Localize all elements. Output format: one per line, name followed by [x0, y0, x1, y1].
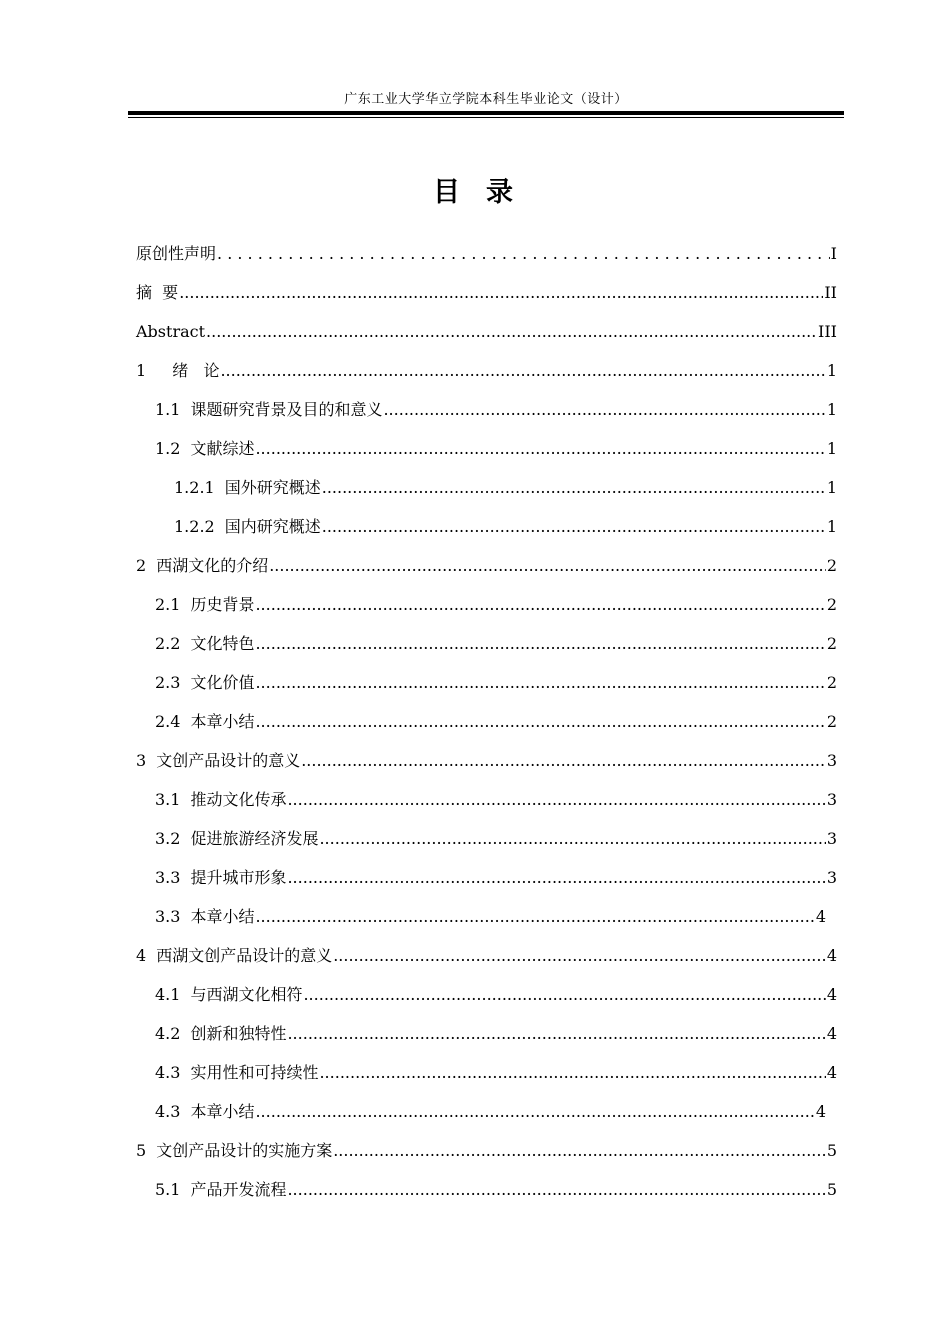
- toc-entry-label: 原创性声明: [136, 244, 217, 263]
- toc-entry-number: 2: [136, 556, 147, 575]
- toc-entry-label: 文化价值: [190, 673, 255, 692]
- toc-entry-number: 2.3: [155, 673, 181, 692]
- toc-dot-leader: [287, 789, 825, 811]
- toc-entry-page: 2: [826, 595, 837, 614]
- toc-dot-leader: [301, 750, 826, 772]
- toc-dot-leader: [319, 1062, 825, 1084]
- toc-dot-leader: [206, 321, 817, 343]
- header-rule-thin: [128, 117, 844, 118]
- toc-entry-page: 1: [826, 517, 837, 536]
- toc-entry-page: 1: [826, 478, 837, 497]
- toc-entry[interactable]: [155, 633, 837, 655]
- toc-dot-leader: [287, 1179, 825, 1201]
- toc-dot-leader: [255, 438, 825, 460]
- toc-dot-leader: [255, 906, 814, 928]
- toc-entry-number: 3.3: [155, 868, 181, 887]
- toc-entry-page: 3: [826, 751, 837, 770]
- page-title: 目录: [433, 177, 539, 208]
- toc-entry[interactable]: [136, 945, 837, 967]
- toc-entry[interactable]: [155, 1101, 826, 1123]
- toc-entry-page: 1: [826, 361, 837, 380]
- toc-entry-page: 3: [826, 829, 837, 848]
- toc-entry-label: 国外研究概述: [224, 478, 321, 497]
- toc-entry[interactable]: [155, 789, 837, 811]
- toc-dot-leader: [255, 633, 825, 655]
- toc-entry-label: 文创产品设计的实施方案: [156, 1141, 333, 1160]
- toc-dot-leader: [303, 984, 825, 1006]
- toc-dot-leader: [255, 594, 825, 616]
- toc-entry[interactable]: [155, 711, 837, 733]
- toc-dot-leader: [287, 1023, 825, 1045]
- toc-entry-page: 4: [815, 1102, 826, 1121]
- toc-entry[interactable]: [136, 243, 837, 265]
- toc-entry-number: 3.2: [155, 829, 181, 848]
- toc-dot-leader: [333, 945, 826, 967]
- toc-dot-leader: [179, 282, 823, 304]
- toc-entry-number: 4.1: [155, 985, 181, 1004]
- toc-entry-page: II: [824, 283, 837, 302]
- toc-entry-number: 5: [136, 1141, 147, 1160]
- toc-dot-leader: [255, 711, 825, 733]
- toc-entry-label: 历史背景: [190, 595, 255, 614]
- toc-entry[interactable]: [155, 672, 837, 694]
- running-header: 广东工业大学华立学院本科生毕业论文（设计）: [344, 92, 628, 107]
- toc-entry-label: 实用性和可持续性: [190, 1063, 319, 1082]
- toc-entry[interactable]: [155, 828, 837, 850]
- toc-dot-leader: [269, 555, 826, 577]
- toc-dot-leader: [220, 360, 825, 382]
- toc-entry-label: 课题研究背景及目的和意义: [190, 400, 383, 419]
- toc-entry-page: 4: [826, 946, 837, 965]
- toc-entry-label: 文创产品设计的意义: [156, 751, 301, 770]
- toc-entry[interactable]: [174, 477, 837, 499]
- toc-entry-page: 2: [826, 556, 837, 575]
- toc-entry-label: 本章小结: [190, 907, 255, 926]
- toc-entry[interactable]: [155, 867, 837, 889]
- toc-entry[interactable]: [155, 906, 826, 928]
- toc-entry-label: Abstract: [136, 322, 206, 341]
- toc-entry-number: 1.2.2: [174, 517, 215, 536]
- toc-entry-page: 2: [826, 634, 837, 653]
- toc-entry-page: 3: [826, 868, 837, 887]
- toc-entry-page: 1: [826, 439, 837, 458]
- toc-entry-page: 4: [826, 1024, 837, 1043]
- toc-dot-leader: [319, 828, 825, 850]
- toc-entry-number: 4.3: [155, 1102, 181, 1121]
- toc-dot-leader: [287, 867, 825, 889]
- toc-entry-label: 西湖文创产品设计的意义: [156, 946, 333, 965]
- toc-entry-page: 1: [826, 400, 837, 419]
- toc-dot-leader: [217, 243, 830, 265]
- toc-dot-leader: [383, 399, 825, 421]
- toc-entry-number: 1.2.1: [174, 478, 215, 497]
- toc-entry-number: 2.2: [155, 634, 181, 653]
- toc-entry-label: 与西湖文化相符: [190, 985, 303, 1004]
- toc-dot-leader: [255, 672, 825, 694]
- toc-entry-number: 1.2: [155, 439, 181, 458]
- toc-entry[interactable]: [136, 321, 837, 343]
- toc-entry-number: 4.2: [155, 1024, 181, 1043]
- toc-entry[interactable]: [155, 1062, 837, 1084]
- toc-entry-page: 4: [815, 907, 826, 926]
- toc-entry-number: 2.4: [155, 712, 181, 731]
- toc-dot-leader: [322, 477, 826, 499]
- toc-entry-page: 5: [826, 1141, 837, 1160]
- toc-entry-page: 4: [826, 1063, 837, 1082]
- toc-entry-number: 1: [136, 361, 147, 380]
- toc-entry-label: 文化特色: [190, 634, 255, 653]
- toc-entry[interactable]: [155, 1179, 837, 1201]
- toc-entry-label: 推动文化传承: [190, 790, 287, 809]
- toc-entry-page: 2: [826, 673, 837, 692]
- toc-entry-page: III: [818, 322, 837, 341]
- toc-entry[interactable]: [155, 594, 837, 616]
- toc-dot-leader: [255, 1101, 814, 1123]
- toc-entry-label: 摘 要: [136, 283, 179, 302]
- toc-entry[interactable]: [155, 438, 837, 460]
- toc-entry-page: I: [830, 244, 837, 263]
- toc-entry[interactable]: [155, 984, 837, 1006]
- toc-entry-label: 本章小结: [190, 1102, 255, 1121]
- toc-entry[interactable]: [155, 399, 837, 421]
- toc-entry-label: 产品开发流程: [190, 1180, 287, 1199]
- toc-entry-number: 3.3: [155, 907, 181, 926]
- toc-entry-number: 3.1: [155, 790, 181, 809]
- toc-entry-label: 国内研究概述: [224, 517, 321, 536]
- toc-entry-number: 2.1: [155, 595, 181, 614]
- toc-entry[interactable]: [136, 1140, 837, 1162]
- toc-entry[interactable]: [136, 750, 837, 772]
- toc-entry[interactable]: [136, 555, 837, 577]
- toc-entry-number: 1.1: [155, 400, 181, 419]
- toc-entry-page: 3: [826, 790, 837, 809]
- toc-dot-leader: [333, 1140, 826, 1162]
- toc-entry-number: 4: [136, 946, 147, 965]
- toc-entry-page: 5: [826, 1180, 837, 1199]
- toc-dot-leader: [322, 516, 826, 538]
- toc-entry[interactable]: [136, 282, 837, 304]
- toc-entry-page: 2: [826, 712, 837, 731]
- toc-entry-number: 3: [136, 751, 147, 770]
- toc-entry[interactable]: [136, 360, 837, 382]
- toc-entry[interactable]: [155, 1023, 837, 1045]
- toc-entry-label: 促进旅游经济发展: [190, 829, 319, 848]
- toc-entry-label: 创新和独特性: [190, 1024, 287, 1043]
- toc-entry-label: 西湖文化的介绍: [156, 556, 269, 575]
- toc-entry-number: 5.1: [155, 1180, 181, 1199]
- toc-entry-label: 文献综述: [190, 439, 255, 458]
- toc-entry-label: 本章小结: [190, 712, 255, 731]
- toc-entry-label: 绪 论: [172, 361, 220, 380]
- header-rule-thick: [128, 111, 844, 115]
- toc-entry-label: 提升城市形象: [190, 868, 287, 887]
- toc-entry[interactable]: [174, 516, 837, 538]
- toc-entry-number: 4.3: [155, 1063, 181, 1082]
- toc-entry-page: 4: [826, 985, 837, 1004]
